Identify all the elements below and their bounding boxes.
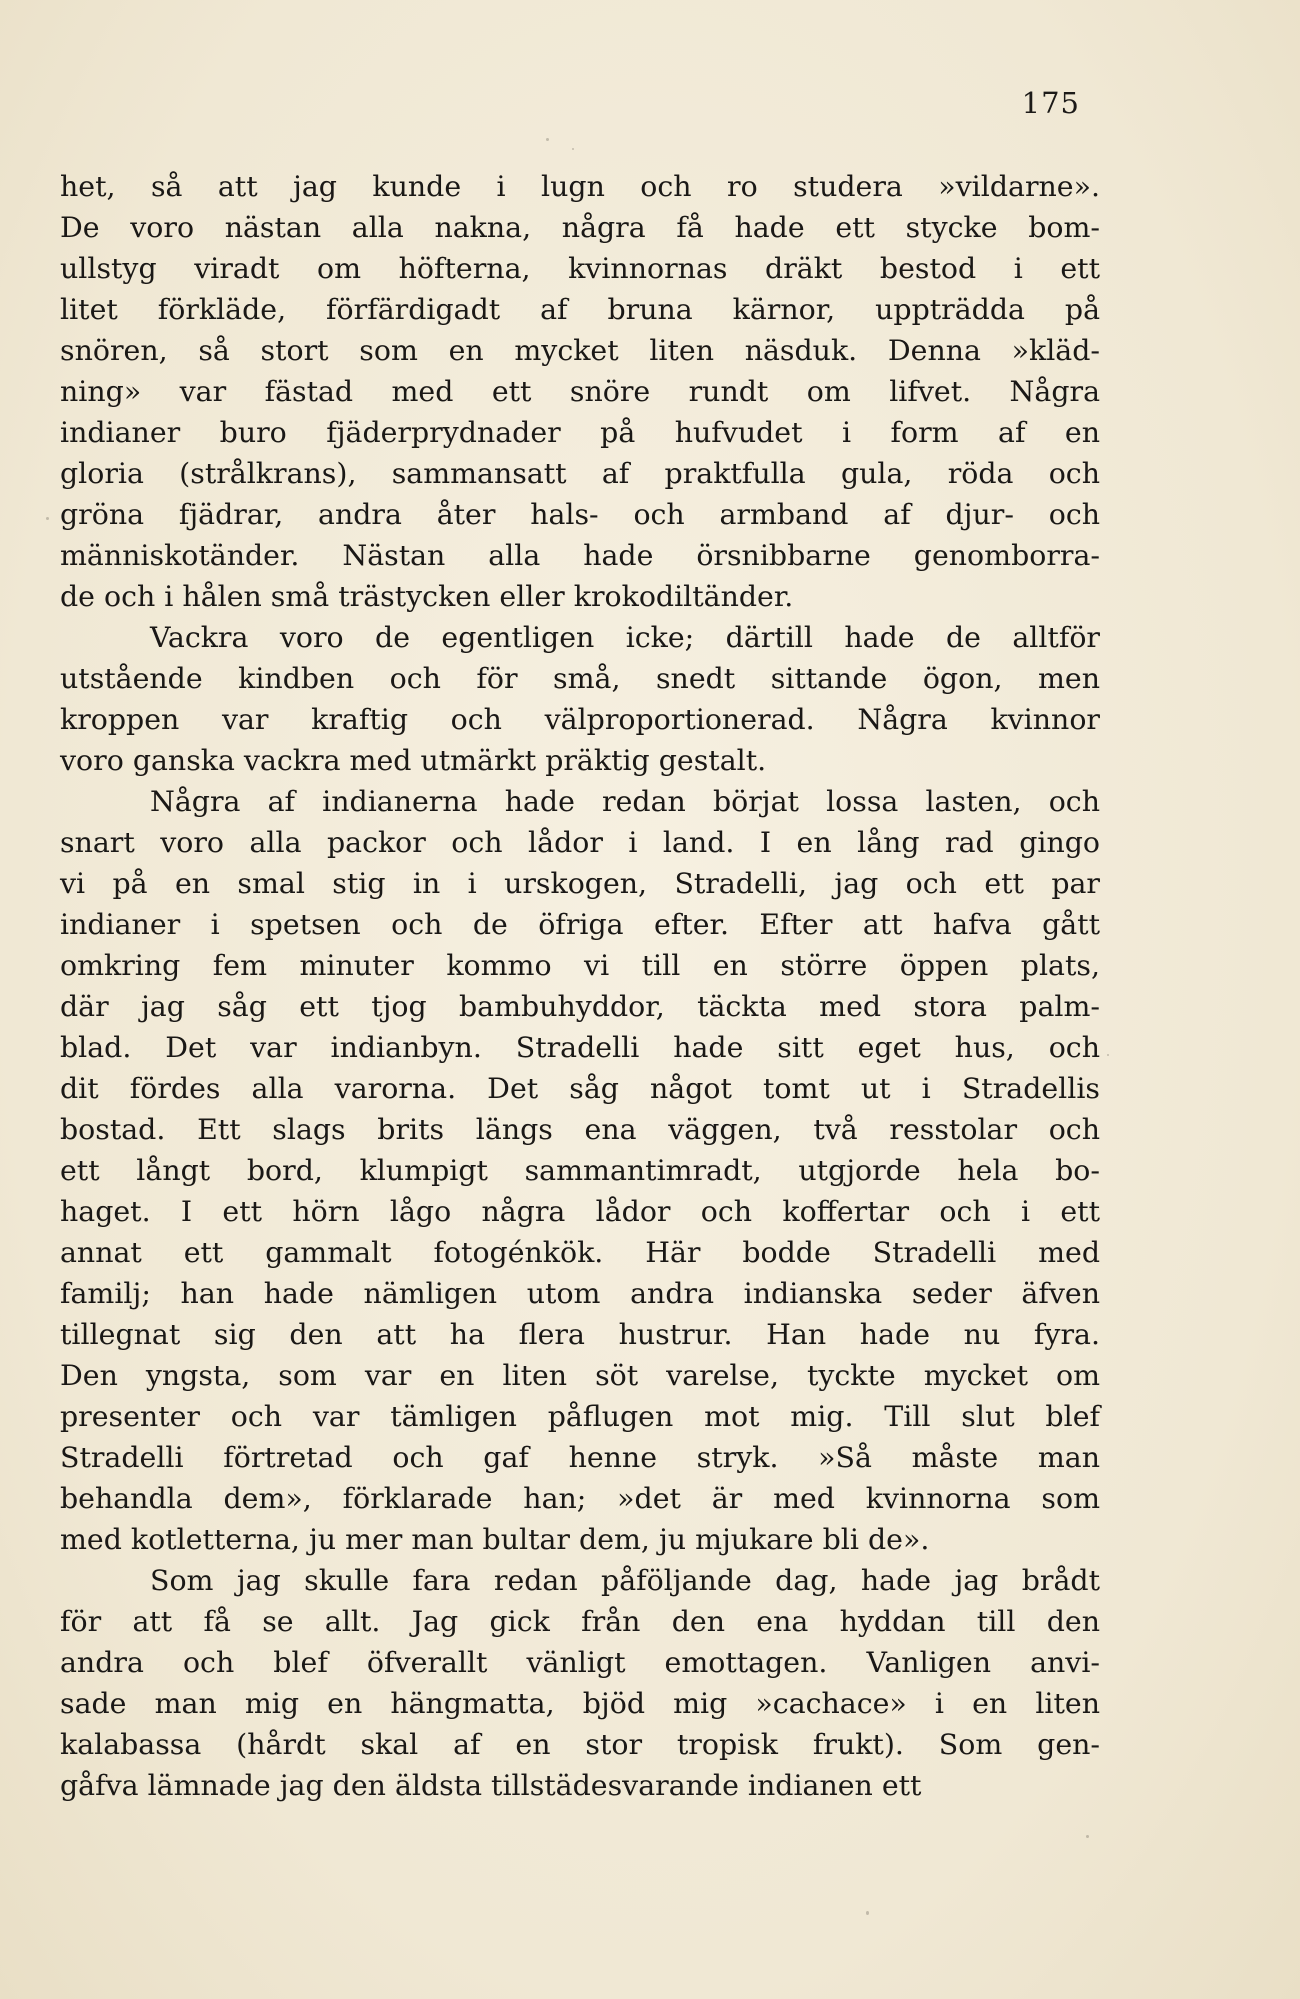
text-line: ett långt bord, klumpigt sammantimradt, utgjorde hela bo- bbox=[60, 1154, 1100, 1187]
text-line: blad. Det var indianbyn. Stradelli hade sitt eget hus, och bbox=[60, 1031, 1100, 1064]
paragraph bbox=[60, 781, 1100, 1560]
text-line: Några af indianerna hade redan börjat lossa lasten, och bbox=[150, 785, 1100, 818]
paragraph bbox=[60, 1560, 1100, 1806]
text-line: Som jag skulle fara redan påföljande dag, hade jag brådt bbox=[150, 1564, 1100, 1597]
text-line: presenter och var tämligen påflugen mot mig. Till slut blef bbox=[60, 1400, 1100, 1433]
text-line: ning» var fästad med ett snöre rundt om lifvet. Några bbox=[60, 375, 1100, 408]
text-line: gloria (strålkrans), sammansatt af praktfulla gula, röda och bbox=[60, 457, 1100, 490]
text-line: omkring fem minuter kommo vi till en större öppen plats, bbox=[60, 949, 1100, 982]
text-line: kroppen var kraftig och välproportionerad. Några kvinnor bbox=[60, 703, 1100, 736]
text-line: gåfva lämnade jag den äldsta tillstädesvarande indianen ett bbox=[60, 1769, 922, 1802]
text-line: snören, så stort som en mycket liten näsduk. Denna »kläd- bbox=[60, 334, 1100, 367]
text-line: het, så att jag kunde i lugn och ro studera »vildarne». bbox=[60, 170, 1100, 203]
text-line: familj; han hade nämligen utom andra indianska seder äfven bbox=[60, 1277, 1100, 1310]
text-line: med kotletterna, ju mer man bultar dem, ju mjukare bli de». bbox=[60, 1523, 930, 1556]
paper-speck bbox=[1086, 1835, 1089, 1838]
text-line: annat ett gammalt fotogénkök. Här bodde Stradelli med bbox=[60, 1236, 1100, 1269]
page-number: 175 bbox=[1021, 86, 1080, 120]
text-line: vi på en smal stig in i urskogen, Stradelli, jag och ett par bbox=[60, 867, 1100, 900]
text-line: Vackra voro de egentligen icke; därtill hade de alltför bbox=[150, 621, 1100, 654]
text-line: behandla dem», förklarade han; »det är med kvinnorna som bbox=[60, 1482, 1100, 1515]
text-line: tillegnat sig den att ha flera hustrur. Han hade nu fyra. bbox=[60, 1318, 1100, 1351]
text-line: Stradelli förtretad och gaf henne stryk. »Så måste man bbox=[60, 1441, 1100, 1474]
text-line: voro ganska vackra med utmärkt präktig gestalt. bbox=[60, 744, 767, 777]
text-line: haget. I ett hörn lågo några lådor och koffertar och i ett bbox=[60, 1195, 1100, 1228]
paper-speck bbox=[1107, 1054, 1109, 1056]
text-line: ullstyg viradt om höfterna, kvinnornas dräkt bestod i ett bbox=[60, 252, 1100, 285]
text-line: för att få se allt. Jag gick från den ena hyddan till den bbox=[60, 1605, 1100, 1638]
paper-speck bbox=[866, 1911, 869, 1915]
text-line: där jag såg ett tjog bambuhyddor, täckta med stora palm- bbox=[60, 990, 1100, 1023]
paragraph bbox=[60, 617, 1100, 781]
text-line: indianer i spetsen och de öfriga efter. Efter att hafva gått bbox=[60, 908, 1100, 941]
text-line: sade man mig en hängmatta, bjöd mig »cachace» i en liten bbox=[60, 1687, 1100, 1720]
text-line: De voro nästan alla nakna, några få hade ett stycke bom- bbox=[60, 211, 1100, 244]
text-line: människotänder. Nästan alla hade örsnibbarne genomborra- bbox=[60, 539, 1100, 572]
paper-speck bbox=[546, 138, 549, 141]
text-line: andra och blef öfverallt vänligt emottagen. Vanligen anvi- bbox=[60, 1646, 1100, 1679]
text-line: gröna fjädrar, andra åter hals- och armband af djur- och bbox=[60, 498, 1100, 531]
paper-speck bbox=[46, 517, 49, 520]
paper-speck bbox=[572, 148, 574, 150]
body-text bbox=[60, 166, 1100, 1806]
text-line: Den yngsta, som var en liten söt varelse, tyckte mycket om bbox=[60, 1359, 1100, 1392]
text-line: indianer buro fjäderprydnader på hufvudet i form af en bbox=[60, 416, 1100, 449]
text-line: dit fördes alla varorna. Det såg något tomt ut i Stradellis bbox=[60, 1072, 1100, 1105]
paragraph bbox=[60, 166, 1100, 617]
text-line: litet förkläde, förfärdigadt af bruna kärnor, uppträdda på bbox=[60, 293, 1100, 326]
text-line: bostad. Ett slags brits längs ena väggen, två resstolar och bbox=[60, 1113, 1100, 1146]
text-line: utstående kindben och för små, snedt sittande ögon, men bbox=[60, 662, 1100, 695]
text-line: de och i hålen små trästycken eller krokodiltänder. bbox=[60, 580, 794, 613]
text-line: kalabassa (hårdt skal af en stor tropisk frukt). Som gen- bbox=[60, 1728, 1100, 1761]
text-line: snart voro alla packor och lådor i land. I en lång rad gingo bbox=[60, 826, 1100, 859]
